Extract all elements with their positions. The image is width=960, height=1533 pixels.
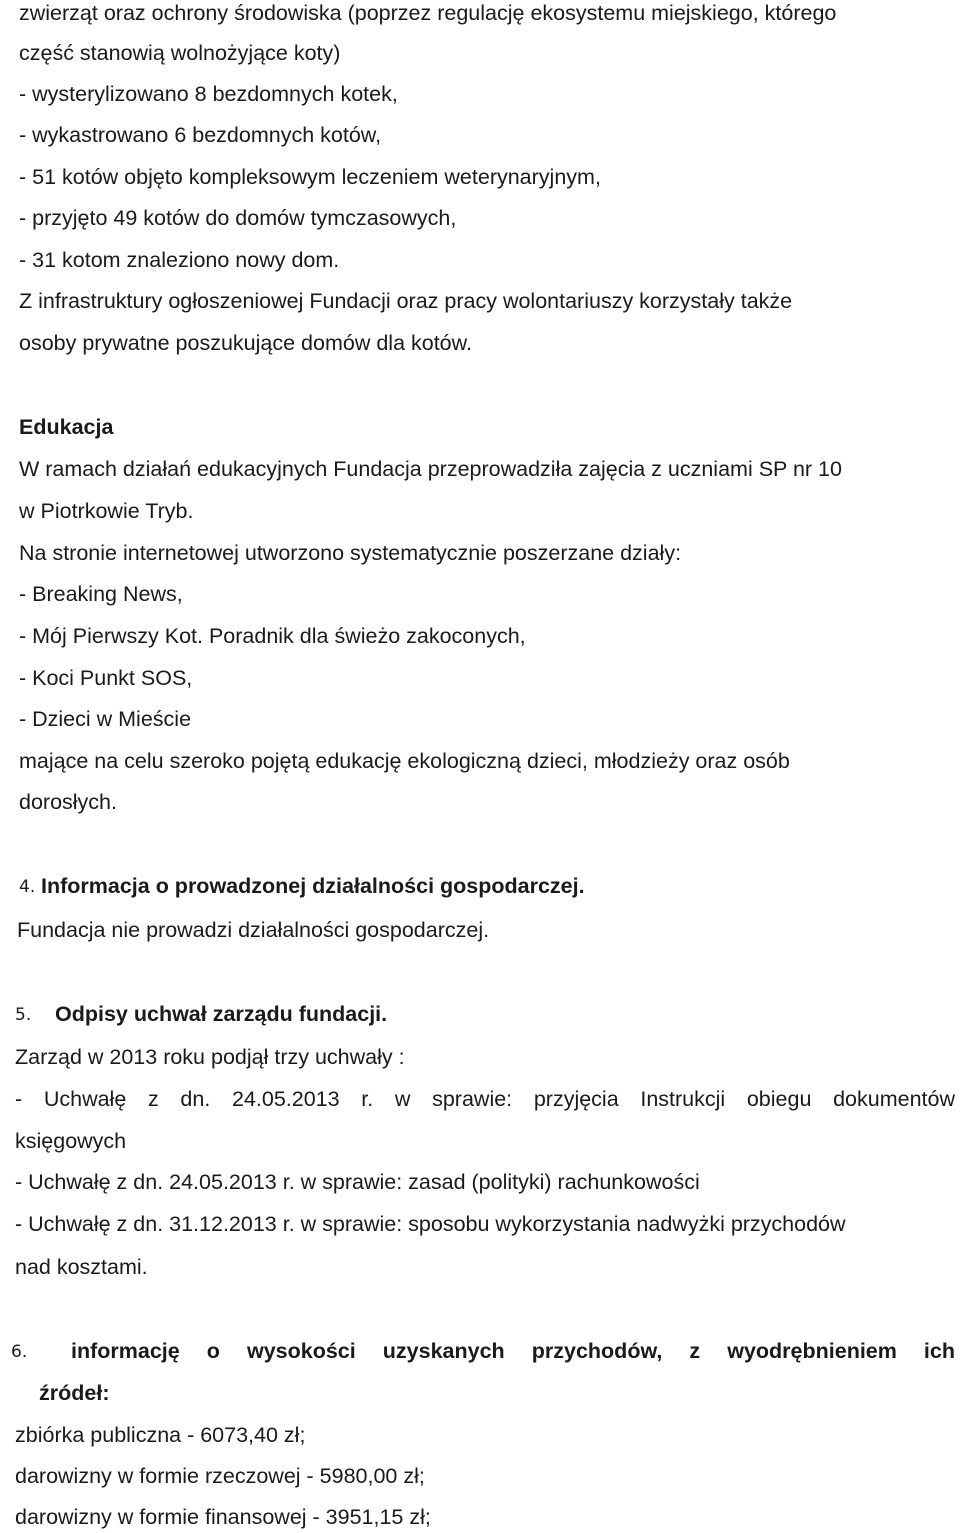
section-5-intro: Zarząd w 2013 roku podjął trzy uchwały : bbox=[15, 1045, 405, 1069]
list-item: - 51 kotów objęto kompleksowym leczeniem weterynaryjnym, bbox=[19, 165, 601, 189]
list-item: - Koci Punkt SOS, bbox=[19, 666, 193, 690]
income-item: darowizny w formie rzeczowej - 5980,00 zł; bbox=[15, 1464, 425, 1488]
list-item: - wysterylizowano 8 bezdomnych kotek, bbox=[19, 82, 398, 106]
income-item: zbiórka publiczna - 6073,40 zł; bbox=[15, 1423, 306, 1447]
paragraph-line: mające na celu szeroko pojętą edukację ekologiczną dzieci, młodzieży oraz osób bbox=[19, 749, 790, 773]
resolution-3-line-1: - Uchwałę z dn. 31.12.2013 r. w sprawie: sposobu wykorzystania nadwyżki przychodów bbox=[15, 1212, 846, 1236]
list-item: - Dzieci w Mieście bbox=[19, 707, 192, 731]
list-item: - 31 kotom znaleziono nowy dom. bbox=[19, 248, 340, 272]
section-heading-edukacja: Edukacja bbox=[19, 415, 114, 439]
paragraph-line: Z infrastruktury ogłoszeniowej Fundacji oraz pracy wolontariuszy korzystały także bbox=[19, 289, 793, 313]
section-number-4: 4. bbox=[19, 877, 36, 897]
resolution-3-line-2: nad kosztami. bbox=[15, 1255, 148, 1279]
list-item: - wykastrowano 6 bezdomnych kotów, bbox=[19, 123, 382, 147]
list-item: - Mój Pierwszy Kot. Poradnik dla świeżo zakoconych, bbox=[19, 624, 526, 648]
intro-line-2: część stanowią wolnożyjące koty) bbox=[19, 41, 341, 65]
resolution-1-line-1: - Uchwałę z dn. 24.05.2013 r. w sprawie: przyjęcia Instrukcji obiegu dokumentów bbox=[15, 1087, 955, 1111]
list-item: - Breaking News, bbox=[19, 582, 183, 606]
intro-line-1: zwierząt oraz ochrony środowiska (poprzez regulację ekosystemu miejskiego, którego bbox=[19, 1, 837, 25]
resolution-1-line-2: księgowych bbox=[15, 1129, 127, 1153]
section-heading-5: Odpisy uchwał zarządu fundacji. bbox=[55, 1002, 388, 1026]
section-number-6: 6. bbox=[11, 1342, 28, 1362]
income-item: darowizny w formie finansowej - 3951,15 zł; bbox=[15, 1505, 431, 1529]
section-heading-6: informację o wysokości uzyskanych przychodów, z wyodrębnieniem ich bbox=[71, 1339, 955, 1363]
paragraph-line: W ramach działań edukacyjnych Fundacja przeprowadziła zajęcia z uczniami SP nr 10 bbox=[19, 457, 842, 481]
section-4-body: Fundacja nie prowadzi działalności gospodarczej. bbox=[17, 918, 490, 942]
paragraph-line: dorosłych. bbox=[19, 790, 117, 814]
paragraph-line: Na stronie internetowej utworzono systematycznie poszerzane działy: bbox=[19, 541, 682, 565]
paragraph-line: osoby prywatne poszukujące domów dla kotów. bbox=[19, 331, 472, 355]
resolution-2: - Uchwałę z dn. 24.05.2013 r. w sprawie: zasad (polityki) rachunkowości bbox=[15, 1170, 700, 1194]
paragraph-line: w Piotrkowie Tryb. bbox=[19, 499, 194, 523]
section-number-5: 5. bbox=[15, 1005, 32, 1025]
section-heading-6-cont: źródeł: bbox=[39, 1381, 110, 1405]
list-item: - przyjęto 49 kotów do domów tymczasowych, bbox=[19, 206, 457, 230]
section-heading-4: Informacja o prowadzonej działalności gospodarczej. bbox=[41, 874, 585, 898]
